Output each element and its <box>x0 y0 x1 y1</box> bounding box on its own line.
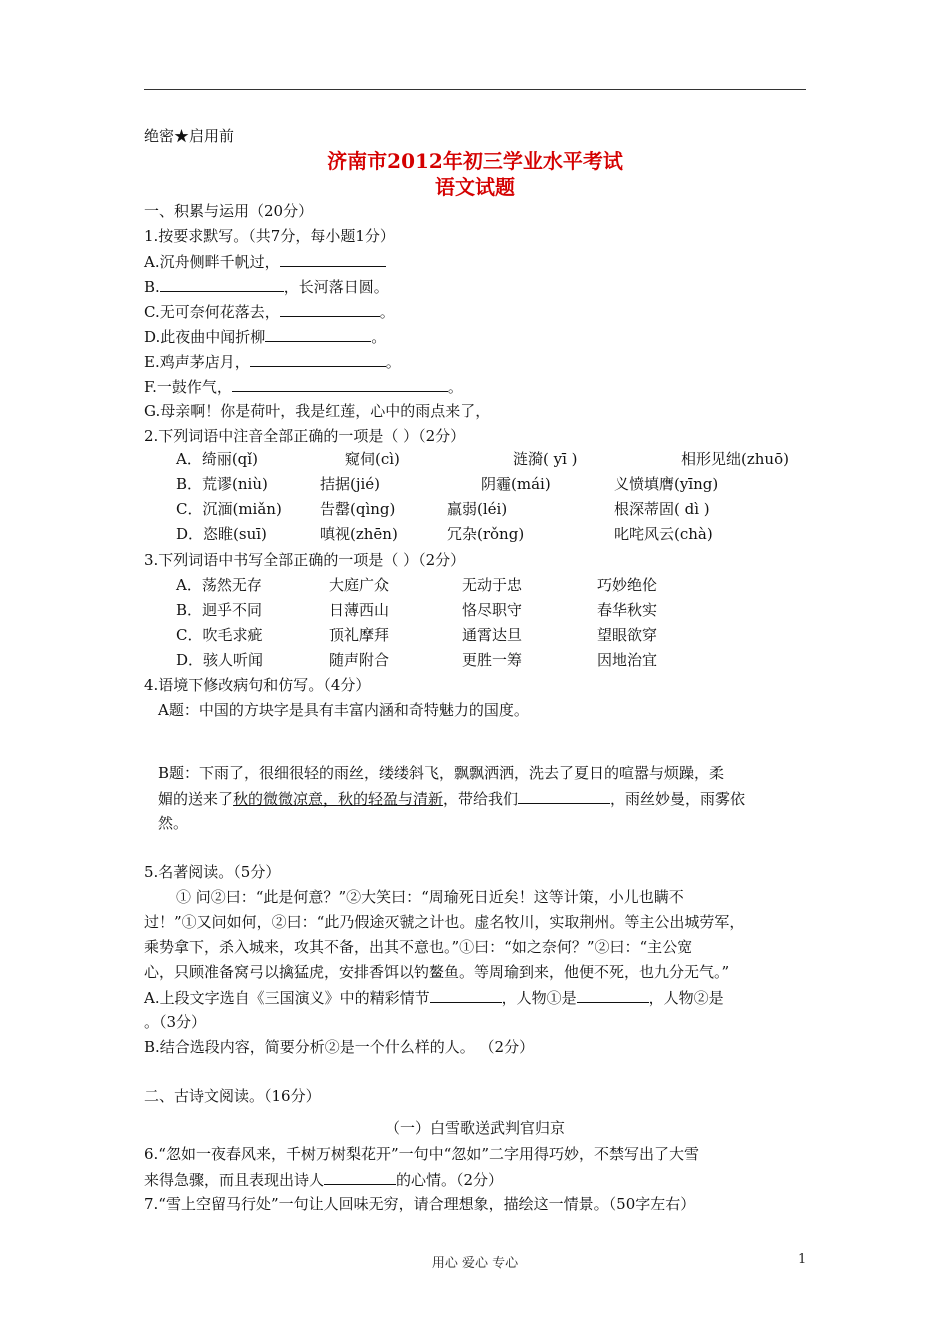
q3-option: 随声附合 <box>329 651 390 669</box>
answer-blank[interactable] <box>160 276 284 292</box>
q2-option: 羸弱(léi) <box>447 500 508 518</box>
q2-option: C．沉湎(miǎn) <box>176 500 282 518</box>
q1-d <box>144 326 386 347</box>
footer-text: 用心 爱心 专心 <box>431 1256 519 1271</box>
q4-stem: 4.语境下修改病句和仿写。（4分） <box>144 676 371 694</box>
q2-option: 相形见绌(zhuō) <box>681 450 789 468</box>
q1-f-text-post: 。 <box>447 378 463 396</box>
q2-option: 涟漪( yī ) <box>513 450 578 468</box>
q1-f-text: F.一鼓作气， <box>144 378 232 396</box>
poem-title: （一）白雪歌送武判官归京 <box>384 1119 565 1137</box>
q3-option: 顶礼摩拜 <box>329 626 390 644</box>
q1-a-text: A.沉舟侧畔千帆过， <box>144 253 280 271</box>
q4-b-text-mid: ，带给我们 <box>443 790 519 808</box>
q2-option: 嗔视(zhēn) <box>320 525 398 543</box>
q1-d-text: D.此夜曲中闻折柳 <box>144 328 266 346</box>
q2-option: A．绮丽(qǐ) <box>176 450 258 468</box>
q3-option: C．吹毛求疵 <box>176 626 263 644</box>
q1-f <box>144 376 463 397</box>
q5-a-text: A.上段文字选自《三国演义》中的精彩情节 <box>144 989 430 1007</box>
header-rule <box>144 89 806 90</box>
q6-line1: 6.“忽如一夜春风来，千树万树梨花开”一句中“忽如”二字用得巧妙，不禁写出了大雪 <box>144 1145 699 1163</box>
q2-option: 告罄(qìng) <box>320 500 396 518</box>
q4-b-underlined-text: 秋的微微凉意，秋的轻盈与清新 <box>233 790 444 808</box>
answer-blank[interactable] <box>280 251 386 267</box>
q7-stem: 7.“雪上空留马行处”一句让人回味无穷，请合理想象，描绘这一情景。（50字左右） <box>144 1195 696 1213</box>
answer-blank[interactable] <box>518 788 610 804</box>
q6-line2 <box>144 1169 503 1190</box>
q3-stem: 3.下列词语中书写全部正确的一项是（ ）（2分） <box>144 551 466 569</box>
q5-passage-line: 过！”①又问如何，②曰：“此乃假途灭虢之计也。虚名牧川，实取荆州。等主公出城劳军， <box>144 913 745 931</box>
q2-option: D．恣睢(suī) <box>176 525 267 543</box>
q6-text: 来得急骤，而且表现出诗人 <box>144 1171 325 1189</box>
q5-b: B.结合选段内容，简要分析②是一个什么样的人。 （2分） <box>144 1038 535 1056</box>
q2-option: 根深蒂固( dì ) <box>614 500 710 518</box>
q5-passage-line: 乘势拿下，杀入城来，攻其不备，出其不意也。”①曰：“如之奈何？”②曰：“主公宽 <box>144 938 693 956</box>
exam-title: 济南市2012年初三学业水平考试 <box>327 149 623 173</box>
exam-subtitle: 语文试题 <box>435 175 515 199</box>
q3-option: 无动于忠 <box>462 576 523 594</box>
q3-option: 通霄达旦 <box>462 626 523 644</box>
q3-option: 恪尽职守 <box>462 601 523 619</box>
q2-option: 冗杂(rǒng) <box>447 525 525 543</box>
q5-stem: 5.名著阅读。（5分） <box>144 863 281 881</box>
answer-blank[interactable] <box>430 987 502 1003</box>
section-2-heading: 二、古诗文阅读。（16分） <box>144 1087 321 1105</box>
q1-c <box>144 301 395 322</box>
q1-b-text-post: ，长河落日圆。 <box>283 278 389 296</box>
q3-option: 日薄西山 <box>329 601 390 619</box>
q6-text-post: 的心情。（2分） <box>396 1171 504 1189</box>
q5-passage-line: 心，只顾准备窝弓以擒猛虎，安排香饵以钓鳌鱼。等周瑜到来，他便不死，也九分无气。” <box>144 963 730 981</box>
q1-e <box>144 351 401 372</box>
q5-a <box>144 987 724 1008</box>
page-number: 1 <box>798 1252 807 1267</box>
answer-blank[interactable] <box>324 1169 396 1185</box>
q3-option: 因地治宜 <box>597 651 658 669</box>
answer-blank[interactable] <box>280 301 380 317</box>
q1-d-text-post: 。 <box>371 328 387 346</box>
q1-stem: 1.按要求默写。（共7分，每小题1分） <box>144 227 395 245</box>
q3-option: 春华秋实 <box>597 601 658 619</box>
secret-label: 绝密★启用前 <box>144 127 235 145</box>
q2-option: 拮据(jié) <box>320 475 381 493</box>
q2-option: 阴霾(mái) <box>481 475 551 493</box>
q3-option: B．迥乎不同 <box>176 601 263 619</box>
q1-e-text-post: 。 <box>385 353 401 371</box>
q1-c-text-post: 。 <box>379 303 395 321</box>
answer-blank[interactable] <box>577 987 649 1003</box>
q5-a-text-mid: ，人物①是 <box>501 989 577 1007</box>
q1-c-text: C.无可奈何花落去， <box>144 303 280 321</box>
q3-option: 大庭广众 <box>329 576 390 594</box>
q1-b-text: B. <box>144 278 160 296</box>
q2-option: 义愤填膺(yīng) <box>614 475 719 493</box>
q4-b-line3: 然。 <box>158 814 189 832</box>
q5-a-cont: 。（3分） <box>144 1013 207 1031</box>
q4-b-text: 媚的送来了 <box>158 790 234 808</box>
q1-g: G.母亲啊！你是荷叶，我是红莲，心中的雨点来了， <box>144 402 491 420</box>
answer-blank[interactable] <box>265 326 371 342</box>
q3-option: 巧妙绝伦 <box>597 576 658 594</box>
q3-option: D．骇人听闻 <box>176 651 264 669</box>
q2-option: 叱咤风云(chà) <box>614 525 713 543</box>
q3-option: 望眼欲穿 <box>597 626 658 644</box>
q1-a <box>144 251 386 272</box>
q1-b <box>144 276 389 297</box>
q2-stem: 2.下列词语中注音全部正确的一项是（ ）（2分） <box>144 427 466 445</box>
q5-a-text-mid2: ，人物②是 <box>648 989 724 1007</box>
q3-option: 更胜一筹 <box>462 651 523 669</box>
q4-b-line2 <box>158 788 745 809</box>
q4-b-text-post: ，雨丝妙曼，雨雾依 <box>610 790 746 808</box>
answer-blank[interactable] <box>232 376 448 392</box>
q2-option: B．荒谬(niù) <box>176 475 268 493</box>
q3-option: A．荡然无存 <box>176 576 262 594</box>
q1-e-text: E.鸡声茅店月， <box>144 353 250 371</box>
q5-passage-line: ① 问②曰：“此是何意？”②大笑曰：“周瑜死日近矣！这等计策，小儿也瞒不 <box>176 888 684 906</box>
q4-a: A题：中国的方块字是具有丰富内涵和奇特魅力的国度。 <box>158 701 529 719</box>
section-1-heading: 一、积累与运用（20分） <box>144 202 314 220</box>
answer-blank[interactable] <box>250 351 386 367</box>
q4-b-line1: B题：下雨了，很细很轻的雨丝，缕缕斜飞，飘飘洒洒，洗去了夏日的喧嚣与烦躁，柔 <box>158 764 725 782</box>
q2-option: 窥伺(cì) <box>345 450 400 468</box>
